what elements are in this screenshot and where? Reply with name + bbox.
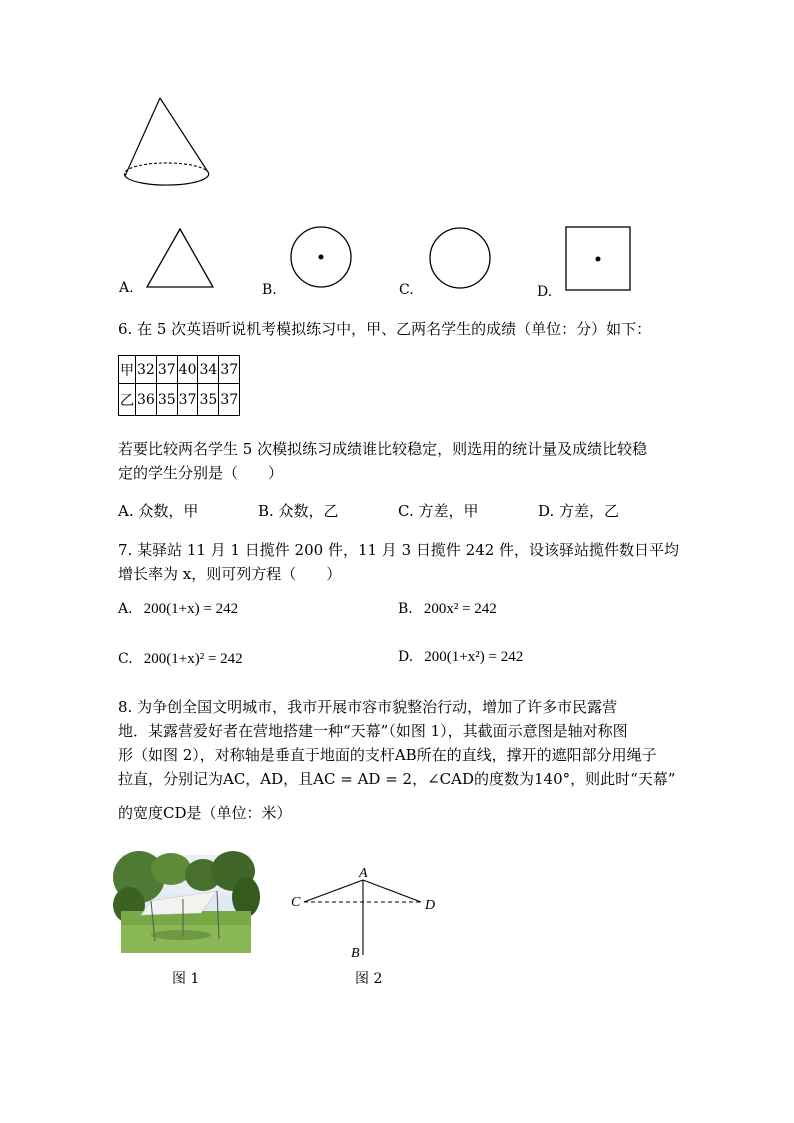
q6-option-d[interactable]: D. 方差，乙 (538, 502, 620, 520)
q7-line2: 增长率为 x，则可列方程（ ） (118, 565, 342, 583)
figure-2-caption: 图 2 (355, 971, 383, 987)
formula: 200x² = 242 (423, 601, 497, 617)
q5-option-c-label[interactable]: C. (399, 282, 414, 298)
score-cell: 40 (177, 356, 198, 384)
q5-option-d-label[interactable]: D. (537, 284, 553, 300)
q6-option-a[interactable]: A. 众数，甲 (118, 502, 199, 520)
score-cell: 35 (198, 384, 219, 416)
score-cell: 34 (198, 356, 219, 384)
score-cell: 37 (219, 384, 240, 416)
q5-option-b-label[interactable]: B. (262, 282, 277, 298)
option-label: D. (398, 649, 414, 665)
score-cell: 36 (136, 384, 157, 416)
point-a-label: A (359, 866, 368, 881)
q8-line5: 的宽度CD是（单位：米） (118, 804, 292, 822)
score-cell: 37 (219, 356, 240, 384)
figure-1-caption: 图 1 (172, 971, 200, 987)
option-label: C. (118, 651, 133, 667)
score-cell: 37 (177, 384, 198, 416)
point-c-label: C (291, 895, 301, 910)
q8-line3: 形（如图 2），对称轴是垂直于地面的支杆AB所在的直线，撑开的遮阳部分用绳子 (118, 746, 657, 764)
q6-question-line2: 定的学生分别是（ ） (118, 464, 284, 482)
formula: 200(1+x)² = 242 (143, 651, 243, 667)
point-b-label: B (351, 946, 360, 961)
q5-option-a-label[interactable]: A. (119, 280, 134, 296)
score-cell: 32 (136, 356, 157, 384)
score-cell: 35 (156, 384, 177, 416)
q6-question-line1: 若要比较两名学生 5 次模拟练习成绩谁比较稳定，则选用的统计量及成绩比较稳 (118, 440, 648, 458)
q6-stem: 6. 在 5 次英语听说机考模拟练习中，甲、乙两名学生的成绩（单位：分）如下： (118, 320, 652, 338)
score-cell: 37 (156, 356, 177, 384)
q6-option-c[interactable]: C. 方差，甲 (398, 502, 479, 520)
q6-option-b[interactable]: B. 众数，乙 (258, 502, 339, 520)
point-d-label: D (425, 898, 436, 913)
q7-line1: 7. 某驿站 11 月 1 日揽件 200 件，11 月 3 日揽件 242 件，设该驿站揽件数日平均 (118, 541, 680, 559)
student-name: 甲 (119, 356, 136, 384)
student-name: 乙 (119, 384, 136, 416)
q8-line1: 8. 为争创全国文明城市，我市开展市容市貌整治行动，增加了许多市民露营 (118, 698, 618, 716)
option-label: A. (118, 601, 133, 617)
formula: 200(1+x) = 242 (143, 601, 239, 617)
q8-line4: 拉直，分别记为AC，AD，且AC = AD = 2，∠CAD的度数为140°，则此时“天幕” (118, 770, 676, 788)
q8-line2: 地．某露营爱好者在营地搭建一种“天幕”（如图 1），其截面示意图是轴对称图 (118, 722, 628, 740)
option-label: B. (398, 601, 413, 617)
formula: 200(1+x²) = 242 (424, 649, 524, 665)
